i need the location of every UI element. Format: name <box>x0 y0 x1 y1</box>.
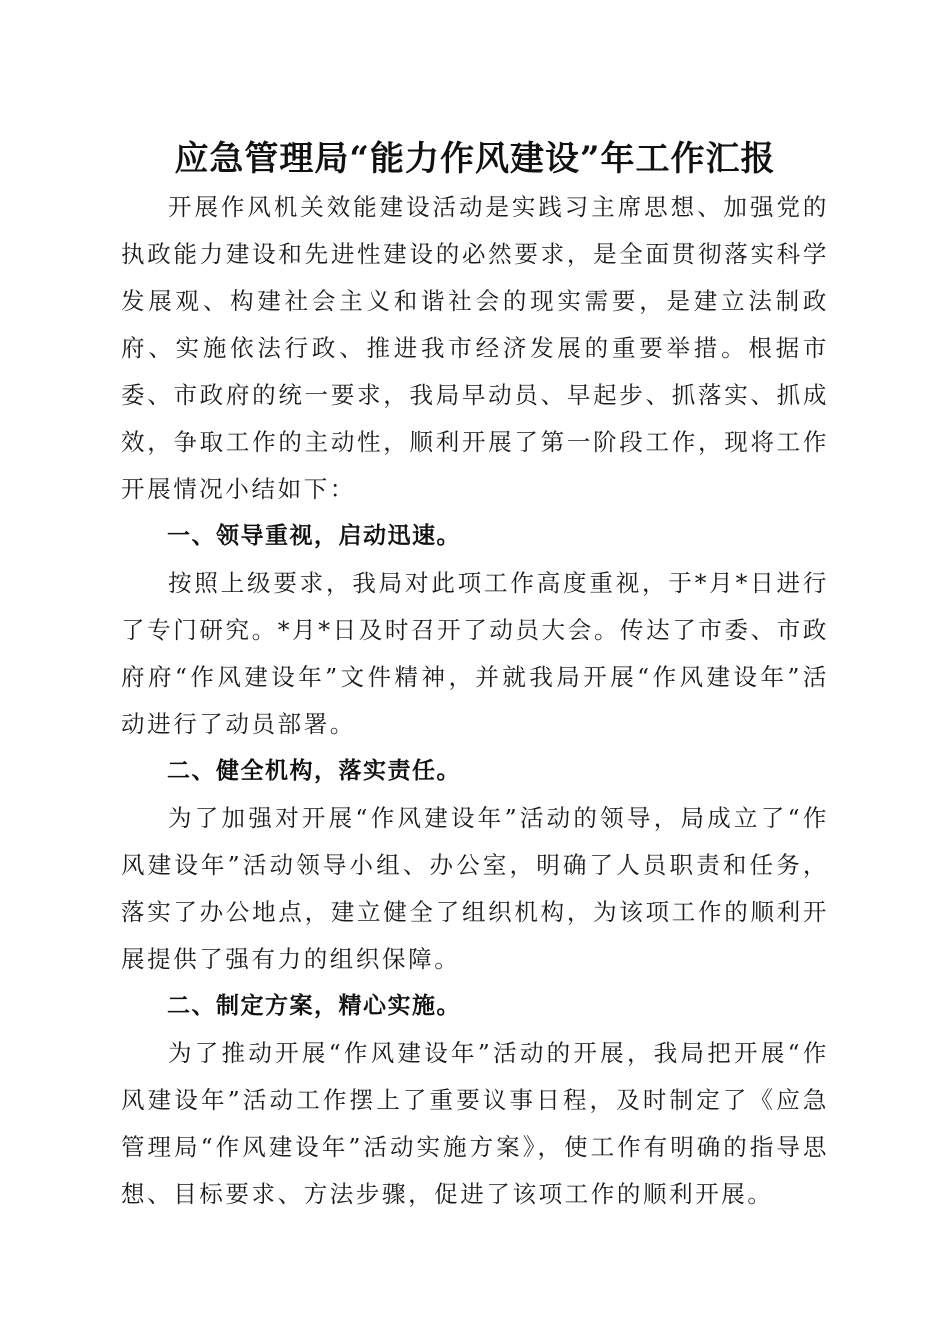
document-title: 应急管理局“能力作风建设”年工作汇报 <box>174 139 776 179</box>
section-paragraph-leadership: 按照上级要求，我局对此项工作高度重视，于*月*日进行了专门研究。*月*日及时召开了动员大会。传达了市委、市政府府“作风建设年”文件精神，并就我局开展“作风建设年”活动进行了动员部署。 <box>121 569 829 738</box>
intro-paragraph: 开展作风机关效能建设活动是实践习主席思想、加强党的执政能力建设和先进性建设的必然要求，是全面贯彻落实科学发展观、构建社会主义和谐社会的现实需要，是建立法制政府、实施依法行政、推进我市经济发展的重要举措。根据市委、市政府的统一要求，我局早动员、早起步、抓落实、抓成效，争取工作的主动性，顺利开展了第一阶段工作，现将工作开展情况小结如下： <box>121 193 829 503</box>
section-paragraph-organization: 为了加强对开展“作风建设年”活动的领导，局成立了“作风建设年”活动领导小组、办公室，明确了人员职责和任务，落实了办公地点，建立健全了组织机构，为该项工作的顺利开展提供了强有力的组织保障。 <box>121 804 829 973</box>
document-body <box>121 184 829 1218</box>
section-heading-plan: 二、制定方案，精心实施。 <box>167 993 461 1019</box>
section-paragraph-plan: 为了推动开展“作风建设年”活动的开展，我局把开展“作风建设年”活动工作摆上了重要议事日程，及时制定了《应急管理局“作风建设年”活动实施方案》，使工作有明确的指导思想、目标要求、方法步骤，促进了该项工作的顺利开展。 <box>121 1039 829 1208</box>
section-heading-organization: 二、健全机构，落实责任。 <box>167 758 461 784</box>
section-heading-leadership: 一、领导重视，启动迅速。 <box>167 523 461 549</box>
